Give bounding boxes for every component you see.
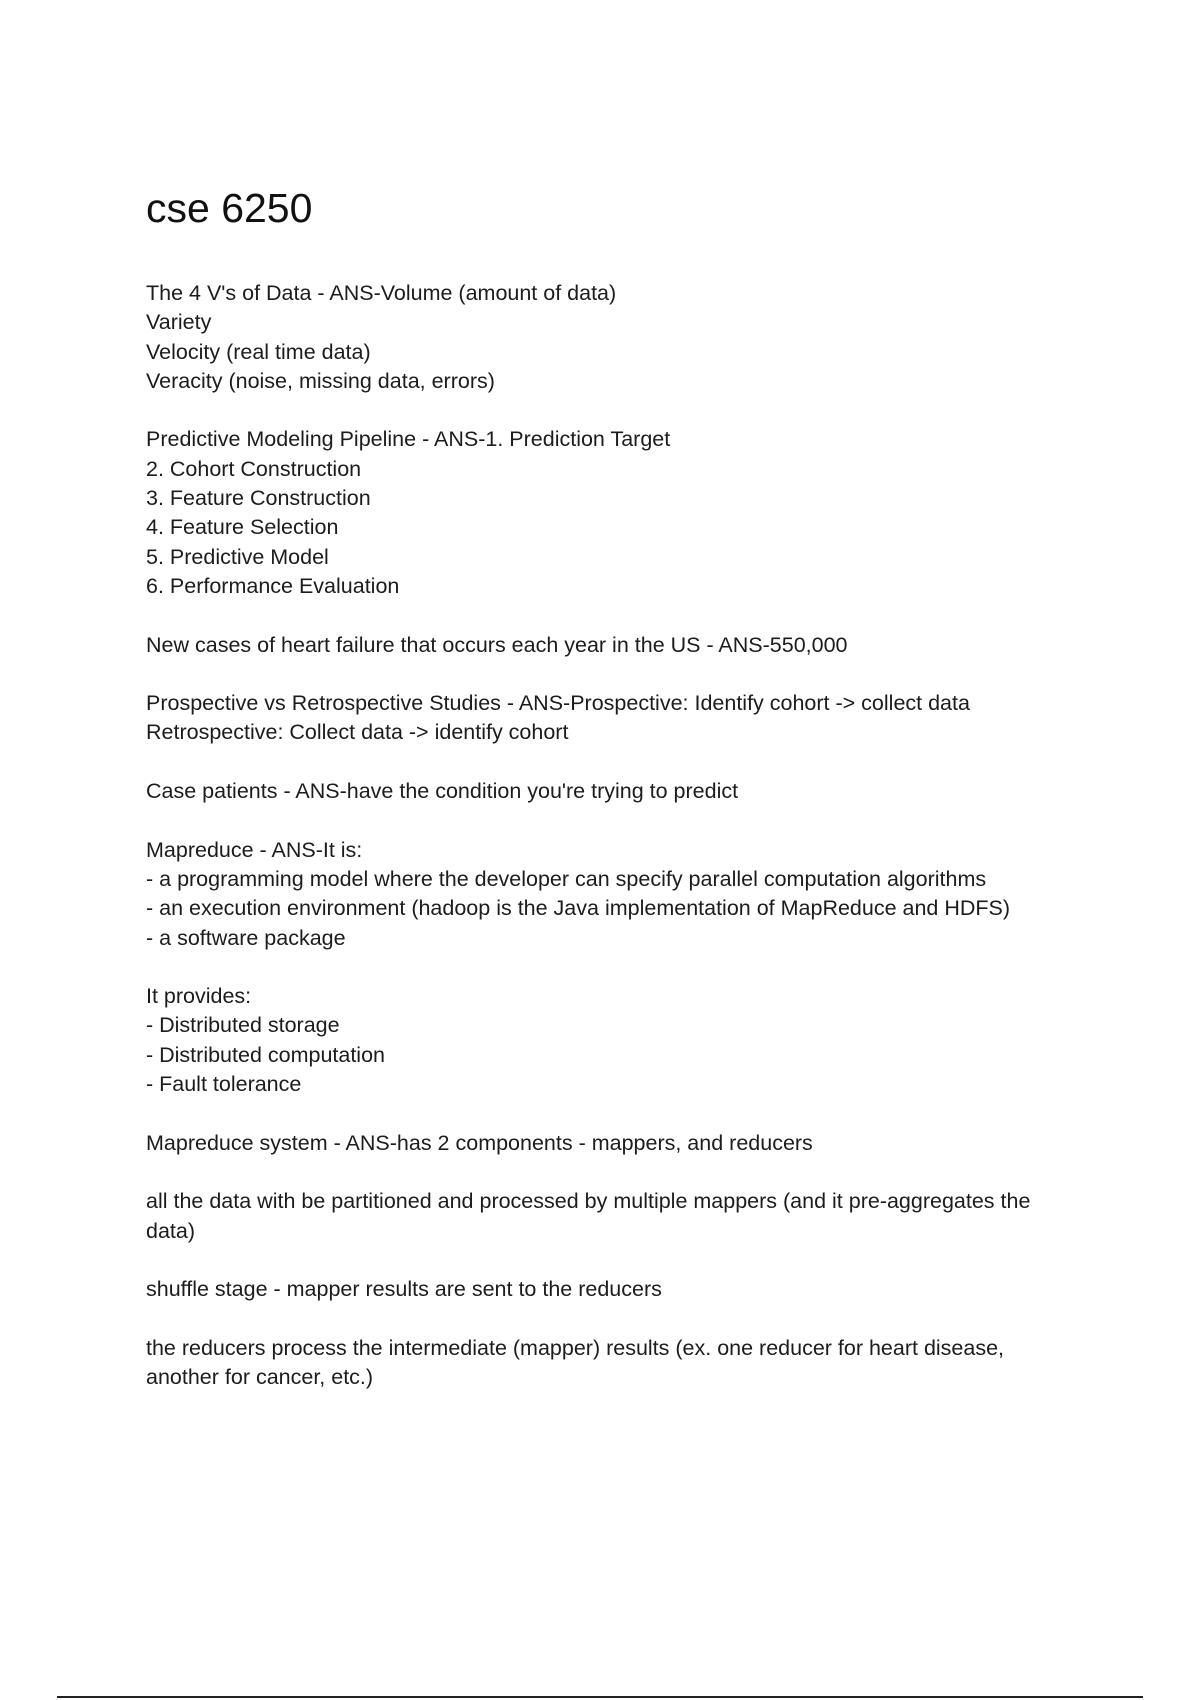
entry-question-line: shuffle stage - mapper results are sent to the reducers [146,1277,662,1302]
entry-answer-line: Retrospective: Collect data -> identify cohort [146,720,569,745]
entry-question-line: Prospective vs Retrospective Studies - ANS-Prospective: Identify cohort -> collect data [146,691,970,716]
qa-entry [146,425,1066,601]
entry-question-line: Predictive Modeling Pipeline - ANS-1. Prediction Target [146,427,671,452]
qa-entry [146,631,1066,660]
qa-entry [146,279,1066,396]
entry-answer-line: 6. Performance Evaluation [146,573,400,598]
page-bottom-divider [57,1696,1143,1698]
entry-answer-line: - Distributed storage [146,1013,340,1038]
entry-question-line: It provides: [146,984,252,1009]
entry-answer-line: - an execution environment (hadoop is the Java implementation of MapReduce and HDFS) [146,896,1011,921]
entry-question-line: The 4 V's of Data - ANS-Volume (amount of data) [146,281,617,305]
entry-question-line: Case patients - ANS-have the condition you're trying to predict [146,779,739,804]
entry-answer-line: Veracity (noise, missing data, errors) [146,368,495,393]
entry-answer-line: - a software package [146,925,346,950]
entry-answer-line: - a programming model where the developer can specify parallel computation algorithms [146,866,987,891]
qa-entry [146,689,1066,748]
entry-answer-line: data) [146,1218,196,1243]
entry-answer-line: 4. Feature Selection [146,515,339,540]
qa-entry [146,1275,1066,1304]
entry-question-line: New cases of heart failure that occurs each year in the US - ANS-550,000 [146,632,848,657]
qa-entry [146,982,1066,1099]
entry-answer-line: - Fault tolerance [146,1072,302,1097]
entry-answer-line: 2. Cohort Construction [146,456,362,481]
entry-answer-line: another for cancer, etc.) [146,1364,374,1389]
qa-entry [146,777,1066,806]
entry-answer-line: Variety [146,310,212,335]
qa-entry [146,1187,1066,1246]
document-body [146,279,1066,1422]
qa-entry [146,1334,1066,1393]
entry-question-line: the reducers process the intermediate (mapper) results (ex. one reducer for heart disease, [146,1335,1005,1360]
entry-question-line: Mapreduce system - ANS-has 2 components - mappers, and reducers [146,1130,813,1155]
qa-entry [146,836,1066,953]
entry-answer-line: 5. Predictive Model [146,544,329,569]
entry-answer-line: 3. Feature Construction [146,486,371,511]
entry-answer-line: - Distributed computation [146,1042,385,1067]
entry-answer-line: Velocity (real time data) [146,339,371,364]
entry-question-line: all the data with be partitioned and processed by multiple mappers (and it pre-aggregates the [146,1189,1031,1214]
entry-question-line: Mapreduce - ANS-It is: [146,837,363,862]
qa-entry [146,1129,1066,1158]
page-title: cse 6250 [146,185,313,231]
